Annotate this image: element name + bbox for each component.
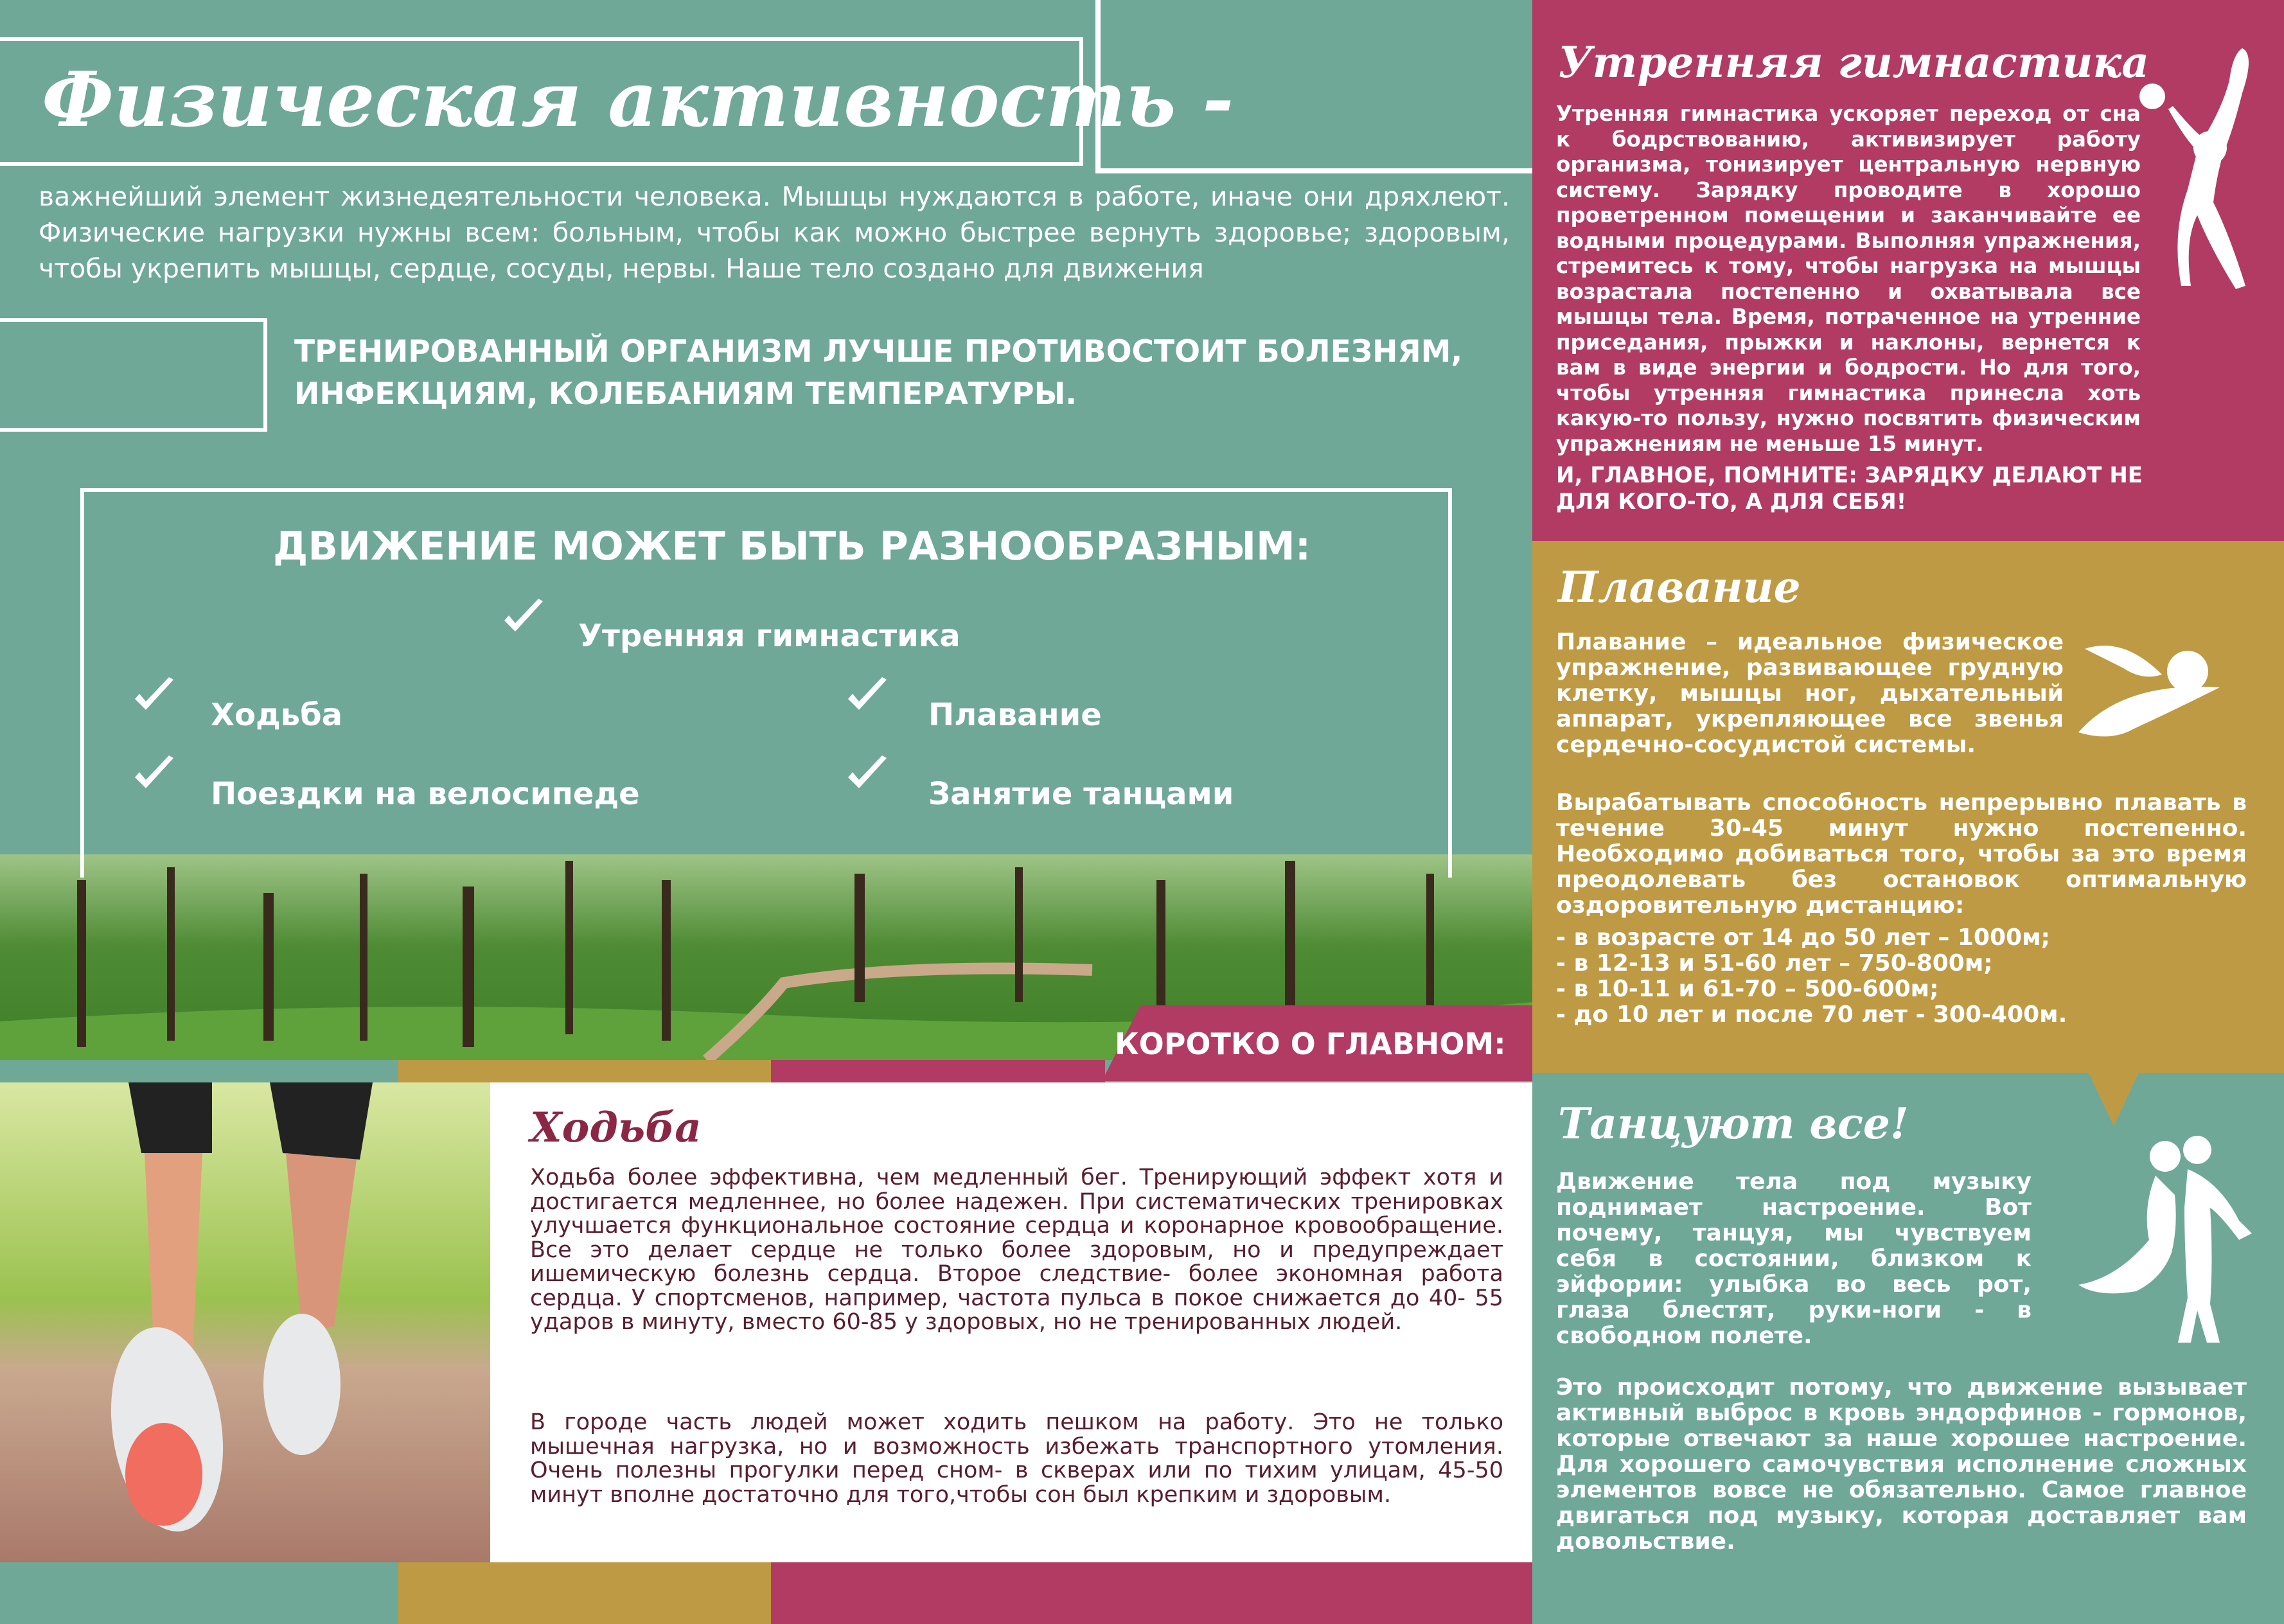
strip-wine-bottom xyxy=(771,1562,1532,1624)
checkmark-icon xyxy=(845,675,890,719)
callout-text: ТРЕНИРОВАННЫЙ ОРГАНИЗМ ЛУЧШЕ ПРОТИВОСТОИТ БОЛЕЗНЯМ, ИНФЕКЦИЯМ, КОЛЕБАНИЯМ ТЕМПЕРАТУРЫ. xyxy=(294,334,1463,412)
dance-text-2: Это происходит потому, что движение вызывает активный выброс в кровь эндорфинов - гормонов, которые отвечают за наше хорошее настроение. Для хорошего самочувствия исполнение сложных элементов вовсе не обязательно. Самое главное двигаться под музыку, которая доставляет вам довольствие. xyxy=(1556,1374,2247,1555)
swimming-text-1: Плавание – идеальное физическое упражнение, развивающее грудную клетку, мышцы ног, дыхательный аппарат, укрепляющее все звенья сердечно-сосудистой системы. xyxy=(1556,629,2064,758)
gymnast-icon xyxy=(2133,42,2262,299)
checkmark-icon xyxy=(132,675,177,719)
movement-heading: ДВИЖЕНИЕ МОЖЕТ БЫТЬ РАЗНООБРАЗНЫМ: xyxy=(273,524,1311,569)
movement-item-cycling: Поездки на велосипеде xyxy=(211,776,640,812)
walking-paragraph-1: Ходьба более эффективна, чем медленный бег. Тренирующий эффект хотя и достигается медленнее, но более надежен. При систематических тренировках улучшается функциональное состояние сердца и коронарное кровообращение. Все это делает сердце не только более здоровым, но и предупреждает ишемическую болезнь сердца. Второе следствие- более экономная работа сердца. У спортсменов, например, частота пульса в покое снижается до 40- 55 ударов в минуту, вместо 60-85 у здоровых, но не тренированных людей. xyxy=(530,1165,1503,1335)
distance-item: - в 10-11 и 61-70 – 500-600м; xyxy=(1556,976,1939,1002)
gymnastics-reminder: И, ГЛАВНОЕ, ПОМНИТЕ: ЗАРЯДКУ ДЕЛАЮТ НЕ ДЛЯ КОГО-ТО, А ДЛЯ СЕБЯ! xyxy=(1556,463,2143,515)
page-title: Физическая активность - xyxy=(42,55,1234,144)
strip-gold-top xyxy=(398,1060,771,1082)
dancers-icon xyxy=(2059,1131,2265,1349)
swimming-title: Плавание xyxy=(1558,562,1801,612)
distance-item: - в возрасте от 14 до 50 лет – 1000м; xyxy=(1556,924,2050,951)
swimming-distances xyxy=(1556,925,2247,1028)
walking-paragraph-2: В городе часть людей может ходить пешком на работу. Это не только мышечная нагрузка, но и возможность избежать транспортного утомления. Очень полезны прогулки перед сном- в скверах или по тихим улицам, 45-50 минут вполне достаточно для того,чтобы сон был крепким и здоровым. xyxy=(530,1409,1503,1508)
strip-teal-bottom xyxy=(0,1562,398,1624)
movement-item-swimming: Плавание xyxy=(928,697,1102,733)
movement-item-walking: Ходьба xyxy=(211,697,343,733)
movement-item-gymnastics: Утренняя гимнастика xyxy=(578,618,961,654)
checkmark-icon xyxy=(501,596,546,641)
strip-teal-top xyxy=(0,1060,398,1082)
gymnastics-title: Утренняя гимнастика xyxy=(1558,37,2149,87)
dance-title: Танцуют все! xyxy=(1558,1099,1909,1149)
walking-title: Ходьба xyxy=(530,1104,702,1152)
checkmark-icon xyxy=(132,753,177,798)
intro-text: важнейший элемент жизнедеятельности человека. Мышцы нуждаются в работе, иначе они дряхлеют. Физические нагрузки нужны всем: больным, чтобы как можно быстрее вернуть здоровье; здоровым, чтобы укрепить мышцы, сердце, сосуды, нервы. Наше тело создано для движения xyxy=(39,181,1510,284)
distance-item: - в 12-13 и 51-60 лет – 750-800м; xyxy=(1556,950,1993,976)
header-frame-right xyxy=(1095,168,1532,173)
callout-frame xyxy=(0,318,267,432)
dance-text-1: Движение тела под музыку поднимает настроение. Вот почему, танцуя, мы чувствуем себя в состоянии, близком к эйфории: улыбка во весь рот, глаза блестят, руки-ноги - в свободном полете. xyxy=(1556,1169,2032,1349)
checkmark-icon xyxy=(845,753,890,798)
swimmer-icon xyxy=(2072,623,2226,752)
swimming-text-2: Вырабатывать способность непрерывно плавать в течение 30-45 минут нужно постепенно. Необходимо добиваться того, чтобы за это время преодолевать без остановок оптимальную оздоровительную дистанцию: xyxy=(1556,790,2247,919)
summary-banner-label: КОРОТКО О ГЛАВНОМ: xyxy=(1115,1027,1506,1061)
gymnastics-text: Утренняя гимнастика ускоряет переход от сна к бодрствованию, активизирует работу организма, тонизирует центральную нервную систему. Зарядку проводите в хорошо проветренном помещении и заканчивайте ее водными процедурами. Выполняя упражнения, стремитесь к тому, чтобы нагрузка на мышцы возрастала постепенно и охватывала все мышцы тела. Время, потраченное на утренние приседания, прыжки и наклоны, вернется к вам в виде энергии и бодрости. Но для того, чтобы утренняя гимнастика принесла хоть какую-то пользу, нужно посвятить физическим упражнениям не меньше 15 минут. xyxy=(1556,102,2141,456)
strip-wine-top xyxy=(771,1060,1105,1082)
walking-photo xyxy=(0,1082,490,1562)
movement-item-dancing: Занятие танцами xyxy=(928,776,1234,812)
distance-item: - до 10 лет и после 70 лет - 300-400м. xyxy=(1556,1002,2067,1028)
strip-gold-bottom xyxy=(398,1562,771,1624)
